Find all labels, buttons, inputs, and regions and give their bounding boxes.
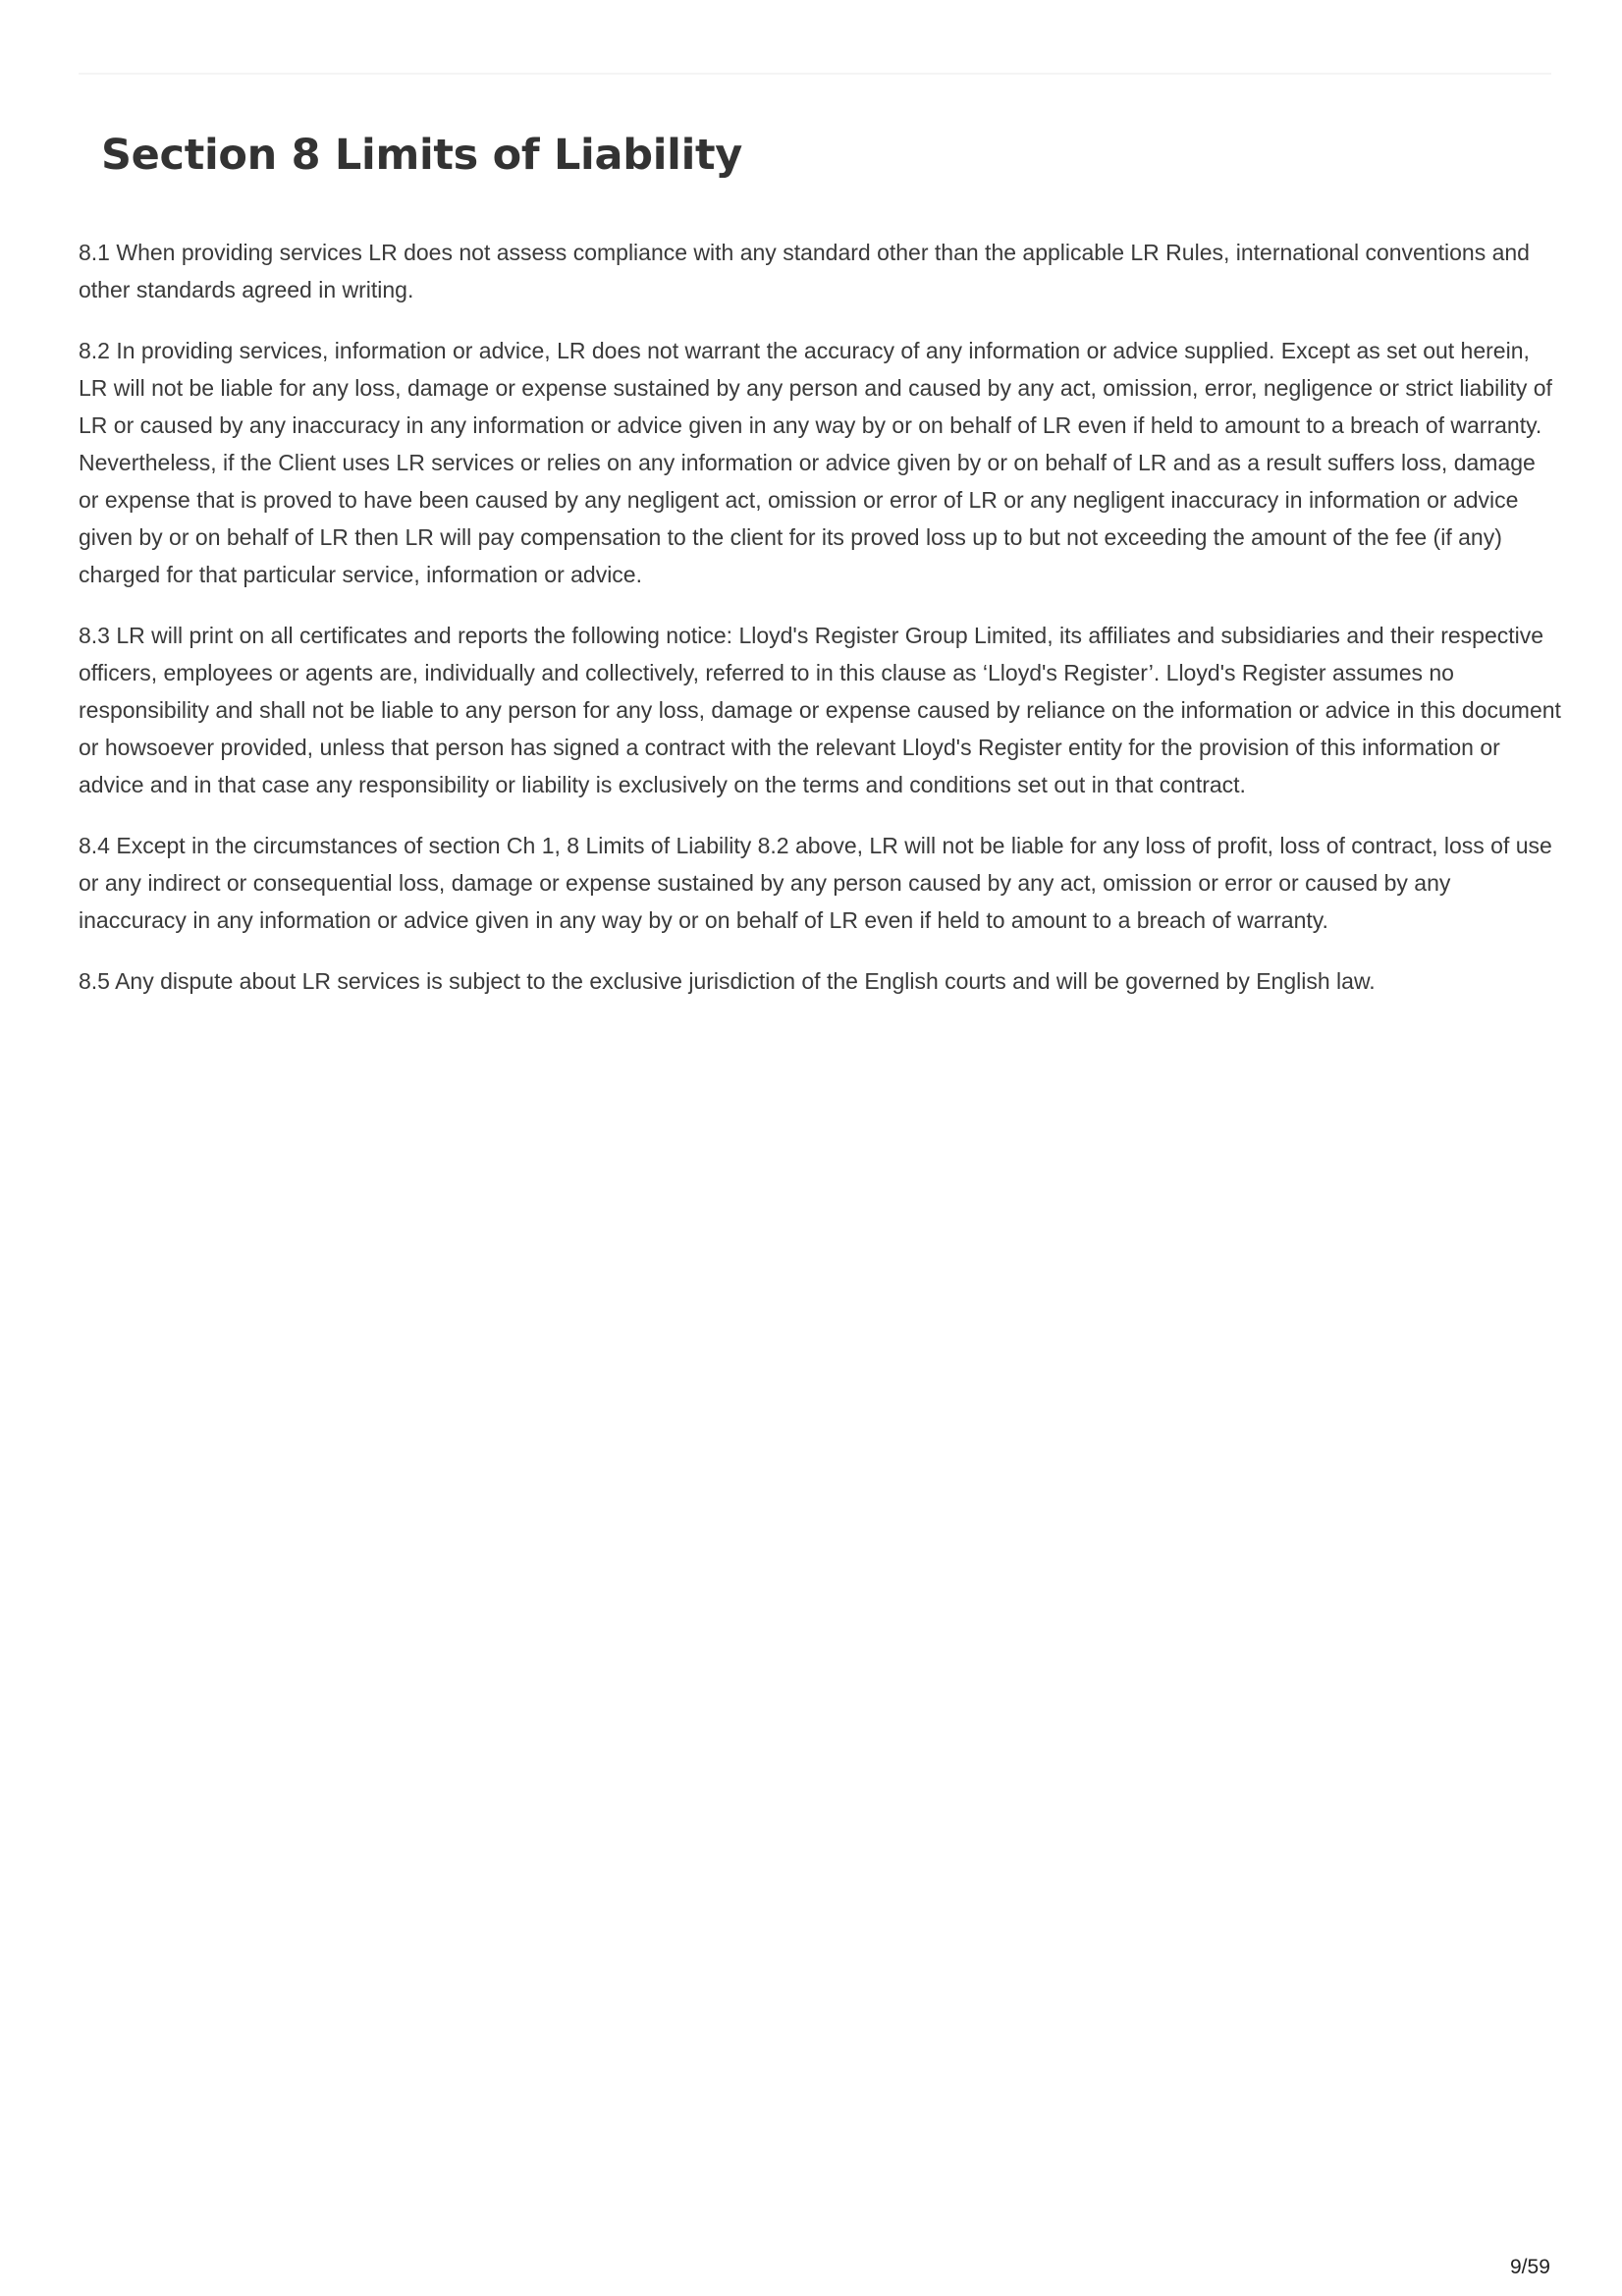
clause-8-1: 8.1 When providing services LR does not assess compliance with any standard other than the applicable LR Rules, international conventions and other standards agreed in writing.	[79, 240, 1530, 302]
clause-8-5: 8.5 Any dispute about LR services is subject to the exclusive jurisdiction of the English courts and will be governed by English law.	[79, 968, 1376, 994]
page-number: 9/59	[1510, 2256, 1550, 2278]
clause-list	[79, 234, 1561, 1023]
section-title: Section 8 Limits of Liability	[101, 131, 742, 180]
clause-8-4: 8.4 Except in the circumstances of section Ch 1, 8 Limits of Liability 8.2 above, LR will not be liable for any loss of profit, loss of contract, loss of use or any indirect or consequential loss, damage or expense sustained by any person caused by any act, omission or error or caused by any inaccuracy in any information or advice given in any way by or on behalf of LR even if held to amount to a breach of warranty.	[79, 833, 1552, 933]
top-divider	[79, 73, 1551, 75]
clause-8-3: 8.3 LR will print on all certificates and reports the following notice: Lloyd's Register Group Limited, its affiliates and subsidiaries and their respective officers, employees or agents are, individually and collectively, referred to in this clause as ‘Lloyd's Register’. Lloyd's Register assumes no responsibility and shall not be liable to any person for any loss, damage or expense caused by reliance on the information or advice in this document or howsoever provided, unless that person has signed a contract with the relevant Lloyd's Register entity for the provision of this information or advice and in that case any responsibility or liability is exclusively on the terms and conditions set out in that contract.	[79, 623, 1561, 797]
clause-8-2: 8.2 In providing services, information or advice, LR does not warrant the accuracy of any information or advice supplied. Except as set out herein, LR will not be liable for any loss, damage or expense sustained by any person and caused by any act, omission, error, negligence or strict liability of LR or caused by any inaccuracy in any information or advice given in any way by or on behalf of LR even if held to amount to a breach of warranty. Nevertheless, if the Client uses LR services or relies on any information or advice given by or on behalf of LR and as a result suffers loss, damage or expense that is proved to have been caused by any negligent act, omission or error of LR or any negligent inaccuracy in information or advice given by or on behalf of LR then LR will pay compensation to the client for its proved loss up to but not exceeding the amount of the fee (if any) charged for that particular service, information or advice.	[79, 338, 1552, 587]
